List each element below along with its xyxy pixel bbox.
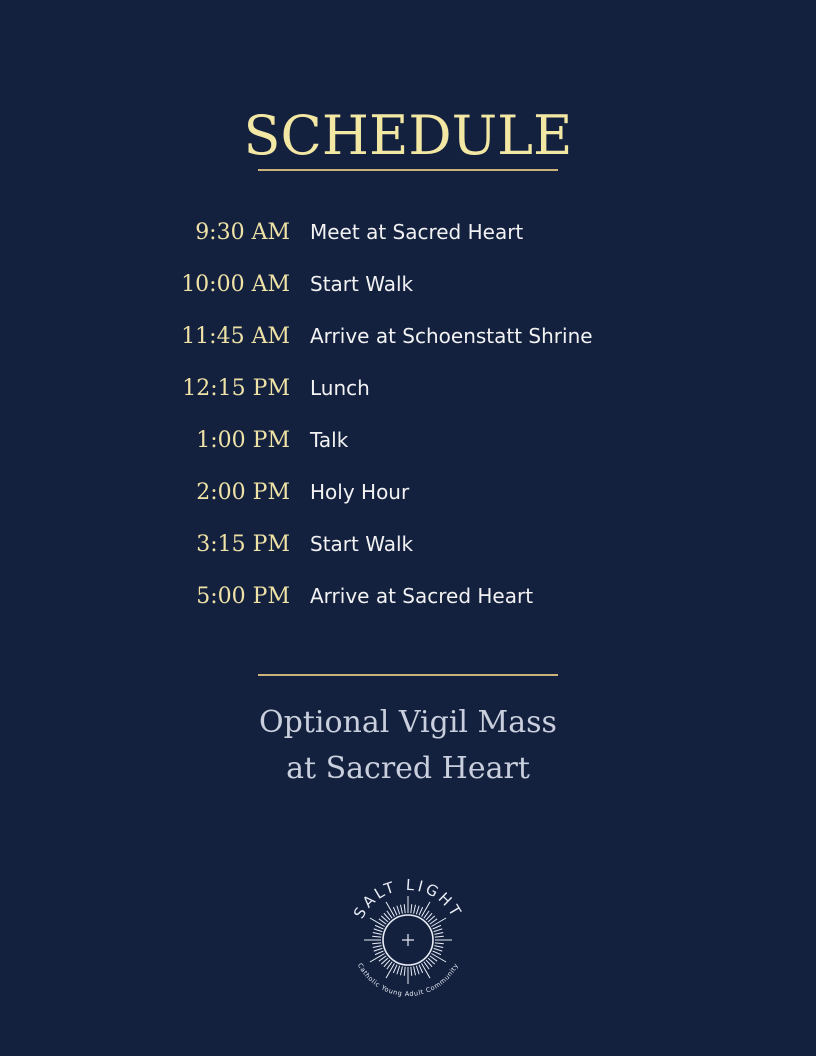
logo-ray bbox=[386, 963, 395, 978]
logo-ray bbox=[414, 905, 416, 914]
salt-light-logo-icon bbox=[336, 868, 480, 1012]
logo-ray bbox=[431, 918, 446, 927]
logo-ray bbox=[374, 929, 383, 932]
schedule-row bbox=[0, 572, 816, 624]
logo-ray bbox=[419, 965, 423, 973]
logo-ray bbox=[431, 954, 446, 963]
logo-ray bbox=[393, 965, 397, 973]
schedule-row bbox=[0, 312, 816, 364]
schedule-time: 1:00 PM bbox=[196, 428, 290, 453]
logo-ray bbox=[375, 925, 383, 929]
logo-ray bbox=[372, 943, 381, 944]
schedule-row bbox=[0, 260, 816, 312]
schedule-event: Holy Hour bbox=[310, 480, 410, 504]
schedule-time: 10:00 AM bbox=[181, 272, 290, 297]
schedule-time: 11:45 AM bbox=[181, 324, 290, 349]
schedule-row bbox=[0, 208, 816, 260]
logo-ray bbox=[416, 966, 419, 975]
schedule-time: 2:00 PM bbox=[196, 480, 290, 505]
schedule-time: 3:15 PM bbox=[196, 532, 290, 557]
schedule-time: 5:00 PM bbox=[196, 584, 290, 609]
logo-ray bbox=[373, 946, 382, 948]
schedule-event: Talk bbox=[310, 428, 349, 452]
vigil-mass-note bbox=[0, 700, 816, 792]
logo-ray bbox=[411, 967, 412, 976]
logo-ray bbox=[434, 933, 443, 935]
schedule-event: Lunch bbox=[310, 376, 370, 400]
logo-ray bbox=[370, 954, 385, 963]
schedule-event: Arrive at Sacred Heart bbox=[310, 584, 534, 608]
schedule-event: Start Walk bbox=[310, 272, 414, 296]
logo-ray bbox=[435, 943, 444, 944]
logo-ray bbox=[419, 907, 423, 915]
section-divider bbox=[258, 674, 558, 676]
schedule-event: Start Walk bbox=[310, 532, 414, 556]
logo-top-text: SALT LIGHT bbox=[349, 875, 467, 922]
logo-bottom-text: Catholic Young Adult Community bbox=[355, 961, 461, 999]
logo-ray bbox=[422, 963, 431, 978]
logo-ray bbox=[433, 951, 441, 955]
logo-ray bbox=[370, 918, 385, 927]
logo-ray bbox=[397, 966, 400, 975]
schedule-row bbox=[0, 520, 816, 572]
logo-ray bbox=[374, 948, 383, 951]
note-line-2: at Sacred Heart bbox=[286, 751, 530, 786]
schedule-row bbox=[0, 468, 816, 520]
schedule-time: 12:15 PM bbox=[182, 376, 290, 401]
logo-ray bbox=[434, 946, 443, 948]
schedule-row bbox=[0, 416, 816, 468]
logo-ray bbox=[404, 967, 405, 976]
page-title: SCHEDULE bbox=[243, 104, 573, 167]
logo-ray bbox=[422, 902, 431, 917]
schedule-row bbox=[0, 364, 816, 416]
logo-ray bbox=[416, 906, 419, 915]
logo-ray bbox=[434, 929, 443, 932]
logo-ray bbox=[414, 966, 416, 975]
logo-ray bbox=[397, 906, 400, 915]
logo-ray bbox=[375, 951, 383, 955]
logo-ray bbox=[372, 936, 381, 937]
logo-ray bbox=[401, 966, 403, 975]
logo-ray bbox=[401, 905, 403, 914]
title-underline bbox=[258, 169, 558, 171]
logo-ray bbox=[435, 936, 444, 937]
schedule-time: 9:30 AM bbox=[195, 220, 290, 245]
logo-ray bbox=[386, 902, 395, 917]
logo-ray bbox=[404, 904, 405, 913]
note-line-1: Optional Vigil Mass bbox=[259, 705, 557, 740]
schedule-event: Arrive at Schoenstatt Shrine bbox=[310, 324, 593, 348]
logo-ray bbox=[373, 933, 382, 935]
logo-ray bbox=[411, 904, 412, 913]
logo-ray bbox=[434, 948, 443, 951]
logo-ray bbox=[433, 925, 441, 929]
schedule-event: Meet at Sacred Heart bbox=[310, 220, 524, 244]
logo-ray bbox=[393, 907, 397, 915]
